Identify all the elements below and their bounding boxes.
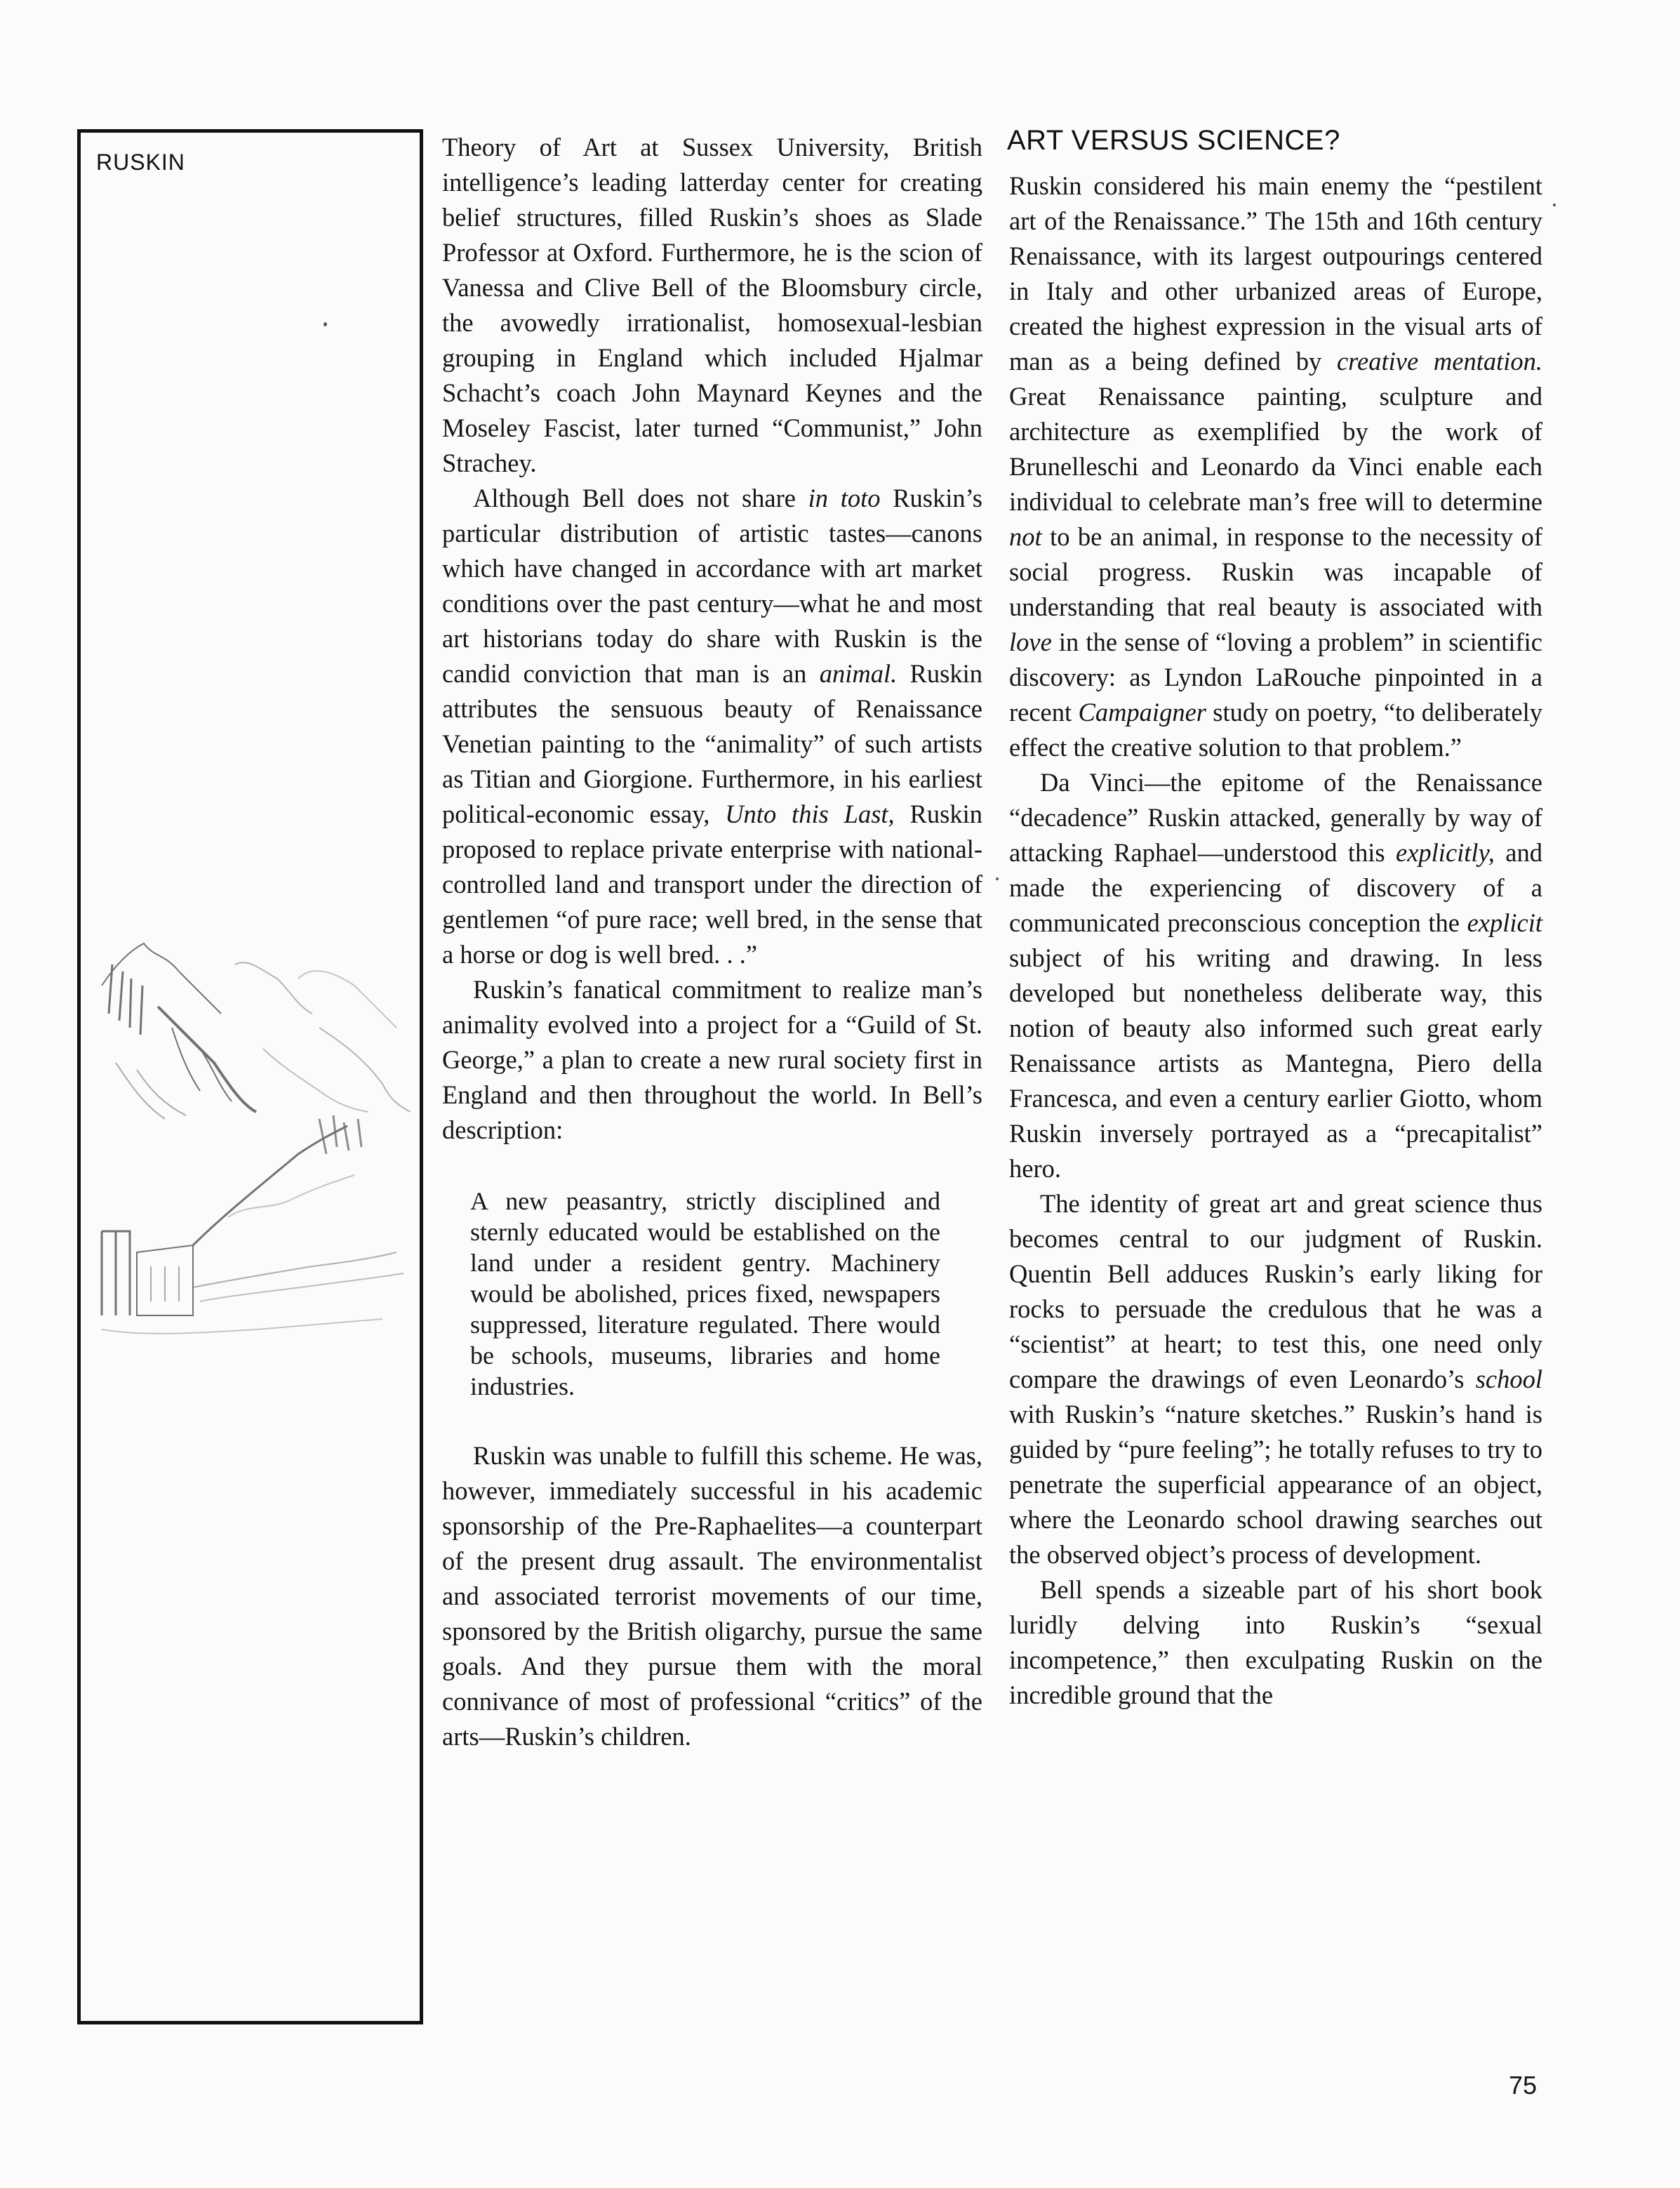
article-column-middle: [442, 130, 982, 1754]
italic-run: not: [1009, 522, 1042, 551]
text-run: Bell spends a sizeable part of his short book luridly delving into Ruskin’s “sexual incompetence,” then exculpating Ruskin on the incredible ground that the: [1009, 1575, 1542, 1709]
text-run: Ruskin attributes the sensuous beauty of Renaissance Venetian painting to the “animality” of such artists as Titian and Giorgione. Furthermore, in his earliest political-economic essay,: [442, 659, 983, 828]
paragraph: [442, 130, 982, 481]
paragraph: [1009, 1572, 1542, 1713]
text-run: A new peasantry, strictly disciplined and sternly educated would be established on the land under a resident gentry. Machinery would be abolished, prices fixed, newspapers suppressed, literature regulated. There would be schools, museums, libraries and home industries.: [470, 1187, 940, 1400]
paragraph: [442, 481, 982, 972]
paragraph: [442, 972, 982, 1148]
article-column-right: [1009, 168, 1542, 1713]
scan-speck: [1553, 204, 1556, 206]
sidebar-label: RUSKIN: [96, 150, 185, 175]
text-run: in the sense of “loving a problem” in scientific discovery: as Lyndon LaRouche pinpointed in a recent: [1009, 628, 1542, 727]
italic-run: school: [1475, 1365, 1542, 1393]
paragraph: [442, 1438, 982, 1754]
landscape-sketch-illustration: [88, 922, 425, 1372]
italic-run: Unto this Last,: [725, 800, 895, 828]
text-run: to be an animal, in response to the necessity of social progress. Ruskin was incapable of understanding that real beauty is associated with: [1009, 522, 1542, 621]
section-heading: ART VERSUS SCIENCE?: [1007, 125, 1340, 156]
italic-run: creative mentation.: [1336, 347, 1543, 376]
italic-run: love: [1009, 628, 1052, 656]
italic-run: animal.: [819, 659, 898, 688]
text-run: Ruskin considered his main enemy the “pestilent art of the Renaissance.” The 15th and 16th century Renaissance, with its largest outpourings centered in Italy and other urbanized areas of Europe, created the highest expression in the visual arts of man as a being defined by: [1009, 171, 1542, 376]
text-run: Da Vinci—the epitome of the Renaissance “decadence” Ruskin attacked, generally by way of attacking Raphael—understood this: [1009, 768, 1542, 867]
text-run: Theory of Art at Sussex University, British intelligence’s leading latterday center for creating belief structures, filled Ruskin’s shoes as Slade Professor at Oxford. Furthermore, he is the scion of Vanessa and Clive Bell of the Bloomsbury circle, the avowedly irrationalist, homosexual-lesbian grouping in England which included Hjalmar Schacht’s coach John Maynard Keynes and the Moseley Fascist, later turned “Communist,” John Strachey.: [442, 133, 982, 477]
paragraph: [1009, 168, 1542, 765]
text-run: Ruskin proposed to replace private enterprise with national-controlled land and transport under the direction of gentlemen “of pure race; well bred, in the sense that a horse or dog is well bred. . .”: [442, 800, 982, 969]
paragraph: [1009, 765, 1542, 1186]
text-run: The identity of great art and great science thus becomes central to our judgment of Ruskin. Quentin Bell adduces Ruskin’s early liking for rocks to persuade the credulous that he was a “scientist” at heart; to test this, one need only compare the drawings of even Leonardo’s: [1009, 1189, 1542, 1393]
text-run: Ruskin was unable to fulfill this scheme. He was, however, immediately successful in his academic sponsorship of the Pre-Raphaelites—a counterpart of the present drug assault. The environmentalist and associated terrorist movements of our time, sponsored by the British oligarchy, pursue the same goals. And they pursue them with the moral connivance of most of professional “critics” of the arts—Ruskin’s children.: [442, 1441, 982, 1751]
text-run: with Ruskin’s “nature sketches.” Ruskin’s hand is guided by “pure feeling”; he totally refuses to try to penetrate the superficial appearance of an object, where the Leonardo school drawing searches out the observed object’s process of development.: [1009, 1400, 1542, 1569]
text-run: Ruskin’s particular distribution of artistic tastes—canons which have changed in accordance with art market conditions over the past century—what he and most art historians today do share with Ruskin is the candid conviction that man is an: [442, 484, 982, 688]
text-run: Ruskin’s fanatical commitment to realize man’s animality evolved into a project for a “Guild of St. George,” a plan to create a new rural society first in England and then throughout the world. In Bell’s description:: [442, 975, 982, 1144]
italic-run: explicit: [1467, 908, 1542, 937]
italic-run: explicitly,: [1396, 838, 1495, 867]
text-run: and made the experiencing of discovery of a communicated preconscious conception the: [1009, 838, 1542, 937]
text-run: study on poetry, “to deliberately effect the creative solution to that problem.”: [1009, 698, 1542, 762]
paragraph: [1009, 1186, 1542, 1572]
scan-speck: [996, 877, 999, 880]
italic-run: in toto: [808, 484, 881, 512]
text-run: subject of his writing and drawing. In less developed but nonetheless deliberate way, this notion of beauty also informed such great early Renaissance artists as Mantegna, Piero della Francesca, and even a century earlier Giotto, whom Ruskin inversely portrayed as a “precapitalist” hero.: [1009, 943, 1542, 1183]
page-number: 75: [1509, 2071, 1538, 2100]
sidebar-box: [77, 129, 423, 2024]
block-quote: [470, 1186, 940, 1402]
text-run: Great Renaissance painting, sculpture and architecture as exemplified by the work of Brunelleschi and Leonardo da Vinci enable each individual to celebrate man’s free will to determine: [1009, 382, 1542, 516]
scan-speck: [324, 322, 327, 326]
text-run: Although Bell does not share: [473, 484, 808, 512]
italic-run: Campaigner: [1078, 698, 1206, 727]
